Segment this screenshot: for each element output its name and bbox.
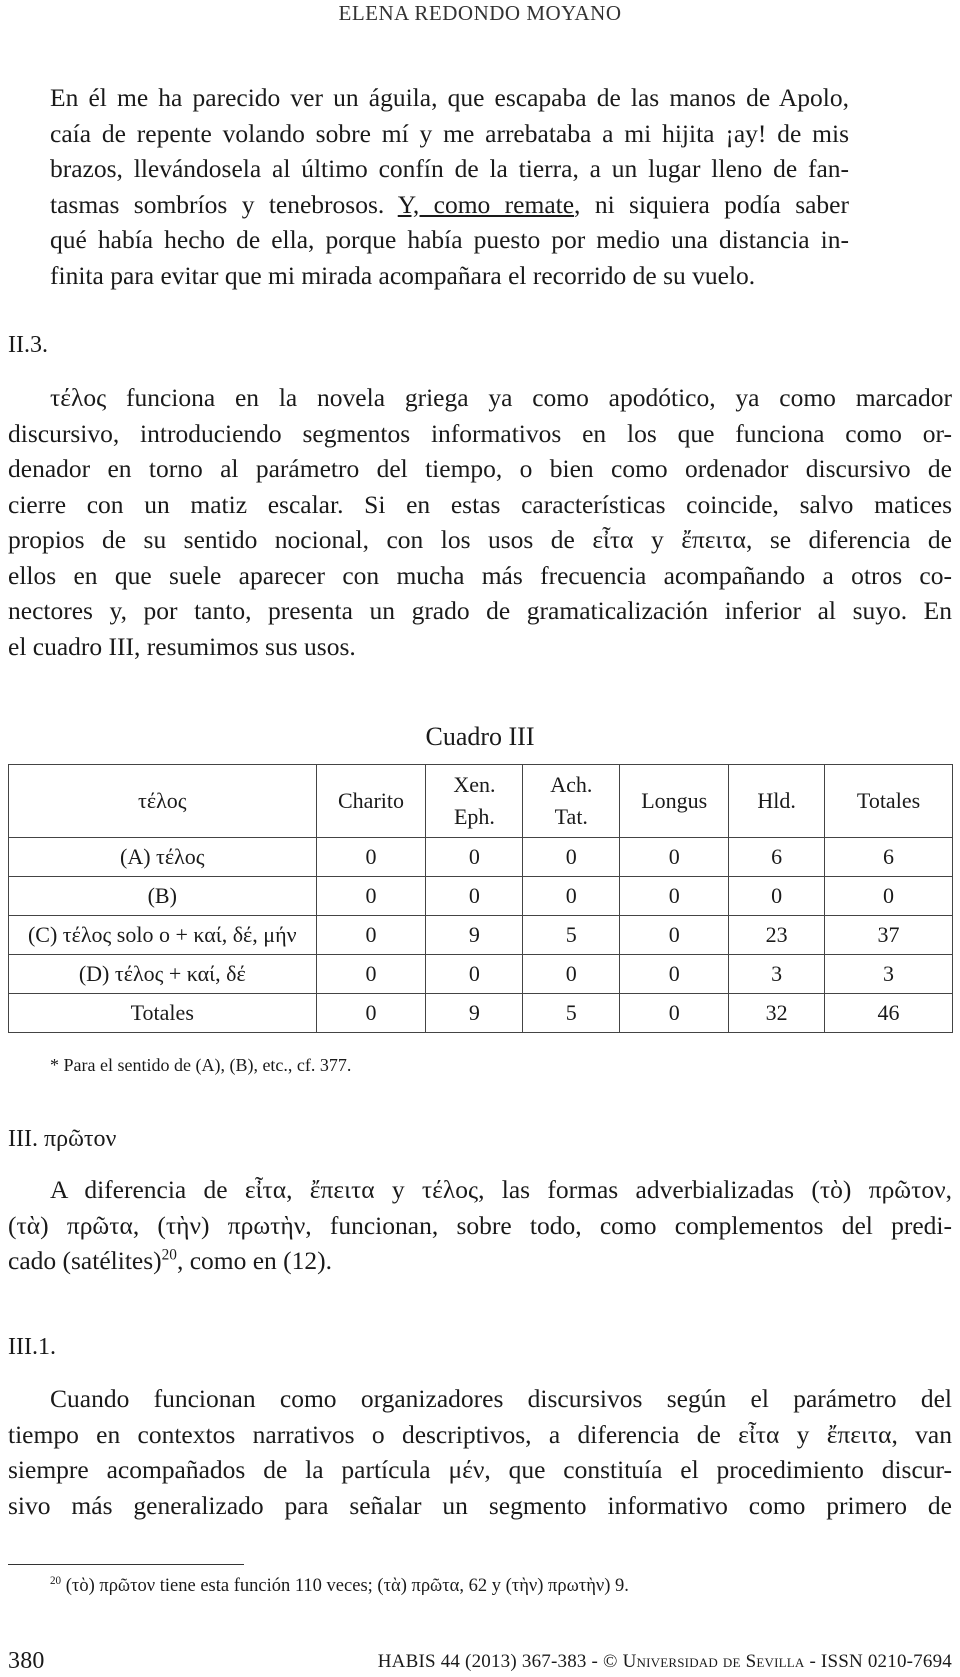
table-row — [9, 955, 953, 994]
table-cell: 0 — [316, 955, 426, 994]
table-cell: 37 — [825, 916, 953, 955]
quote-line — [50, 187, 849, 223]
header-cell: Charito — [316, 765, 426, 838]
table-cell: 0 — [620, 955, 729, 994]
header-cell: Totales — [825, 765, 953, 838]
row-label: (D) τέλος + καί, δέ — [9, 955, 317, 994]
quote-line: brazos, llevándosela al último confín de la tierra, a un lugar lleno de fan- — [50, 154, 849, 183]
table-cell: 5 — [523, 994, 620, 1033]
table-cell: 0 — [426, 877, 523, 916]
table-row — [9, 877, 953, 916]
table-cell: 0 — [316, 916, 426, 955]
header-cell: Hld. — [729, 765, 825, 838]
text-line: el cuadro III, resumimos sus usos. — [8, 631, 356, 661]
table-cell: 6 — [729, 838, 825, 877]
header-cell: Longus — [620, 765, 729, 838]
header-cell: Xen. Eph. — [426, 765, 523, 838]
table-cell: 9 — [426, 916, 523, 955]
quote-line: finita para evitar que mi mirada acompañara el recorrido de su vuelo. — [50, 260, 756, 290]
table-cell: 6 — [825, 838, 953, 877]
text-line: tiempo en contextos narrativos o descriptivos, a diferencia de εἶτα y ἔπειτα, van — [8, 1419, 952, 1449]
quote-text: , ni siquiera podía saber — [574, 189, 849, 219]
table-cell: 0 — [620, 994, 729, 1033]
table-cell: 0 — [426, 838, 523, 877]
text-line: cierre con un matiz escalar. Si en estas características coincide, salvo matices — [8, 489, 952, 519]
header-cell: Ach. Tat. — [523, 765, 620, 838]
text-line: denador en torno al parámetro del tiempo, o bien como ordenador discursivo de — [8, 454, 952, 483]
table-total-row — [9, 994, 953, 1033]
text-line: cado (satélites)$^{20}$, como en (12). — [8, 1246, 333, 1275]
text-line: τέλος funciona en la novela griega ya como apodótico, ya como marcador — [50, 383, 952, 412]
quote-line: En él me ha parecido ver un águila, que escapaba de las manos de Apolo, — [50, 83, 849, 112]
table-cell: 0 — [523, 955, 620, 994]
table-title: Cuadro III — [425, 722, 535, 751]
text-line: A diferencia de εἶτα, ἔπειτα y τέλος, las formas adverbializadas (τὸ) πρῶτον, — [50, 1175, 952, 1204]
row-label: Totales — [9, 994, 317, 1033]
table-cell: 0 — [523, 877, 620, 916]
table-cell: 0 — [825, 877, 953, 916]
footnote-rule — [8, 1564, 244, 1565]
text-line: nectores y, por tanto, presenta un grado de gramaticalización inferior al suyo. En — [8, 596, 952, 625]
table-cell: 9 — [426, 994, 523, 1033]
table-cell: 23 — [729, 916, 825, 955]
section-heading-III: III. πρῶτον — [8, 1126, 117, 1152]
footnote — [50, 1576, 629, 1597]
paragraph-II3 — [8, 380, 952, 664]
section-heading-III1: III.1. — [8, 1334, 56, 1360]
text-line: discursivo, introduciendo segmentos informativos en los que funciona como or- — [8, 418, 952, 448]
footnote-ref: 20 — [161, 1246, 177, 1264]
header-cell: τέλος — [9, 765, 317, 838]
quote-line: caía de repente volando sobre mí y me arrebataba a mi hijita ¡ay! de mis — [50, 118, 849, 148]
quote-text: tasmas sombríos y tenebrosos. — [50, 189, 385, 219]
table-note: * Para el sentido de (A), (B), etc., cf. 377. — [50, 1055, 352, 1075]
table-cell: 0 — [316, 838, 426, 877]
text-line: propios de su sentido nocional, con los usos de εἶτα y ἔπειτα, se diferencia de — [8, 525, 952, 554]
table-cell: 0 — [426, 955, 523, 994]
footnote-number: 20 — [50, 1574, 62, 1587]
text-line: ellos en que suele aparecer con mucha más frecuencia acompañando a otros co- — [8, 560, 952, 590]
text-line: (τὰ) πρῶτα, (τὴν) πρωτὴν, funcionan, sobre todo, como complementos del predi- — [8, 1210, 952, 1240]
table-cell: 0 — [523, 838, 620, 877]
paragraph-III — [8, 1172, 952, 1279]
text-line: sivo más generalizado para señalar un segmento informativo como primero de — [8, 1490, 952, 1520]
table-cell: 0 — [316, 877, 426, 916]
table-cell: 0 — [620, 838, 729, 877]
running-head: ELENA REDONDO MOYANO — [338, 1, 622, 25]
table-cell: 3 — [825, 955, 953, 994]
quote-line: qué había hecho de ella, porque había puesto por medio una distancia in- — [50, 225, 849, 254]
table-cell: 5 — [523, 916, 620, 955]
table-row — [9, 916, 953, 955]
paragraph-III1 — [8, 1381, 952, 1523]
row-label: (B) — [9, 877, 317, 916]
footnote-text: (τὸ) πρῶτον tiene esta función 110 veces; (τὰ) πρῶτα, 62 y (τὴν) πρωτὴν) 9. — [61, 1576, 629, 1596]
table-cell: 46 — [825, 994, 953, 1033]
journal-info: HABIS 44 (2013) 367-383 - © Universidad de Sevilla - ISSN 0210-7694 — [377, 1651, 952, 1672]
row-label: (C) τέλος solo o + καί, δέ, μήν — [9, 916, 317, 955]
cuadro-table — [8, 764, 953, 1033]
block-quote — [50, 80, 849, 293]
table-cell: 0 — [316, 994, 426, 1033]
table-cell: 0 — [729, 877, 825, 916]
table-cell: 0 — [620, 916, 729, 955]
page-number: 380 — [8, 1648, 45, 1674]
row-label: (A) τέλος — [9, 838, 317, 877]
table-cell: 3 — [729, 955, 825, 994]
underlined-phrase: Y, como remate — [397, 189, 575, 219]
section-heading-II3: II.3. — [8, 332, 48, 358]
text-line: siempre acompañados de la partícula μέν, que constituía el procedimiento discur- — [8, 1455, 952, 1484]
table-row — [9, 838, 953, 877]
table-header-row — [9, 765, 953, 838]
table-cell: 32 — [729, 994, 825, 1033]
table-cell: 0 — [620, 877, 729, 916]
text-line: Cuando funcionan como organizadores discursivos según el parámetro del — [50, 1384, 952, 1413]
